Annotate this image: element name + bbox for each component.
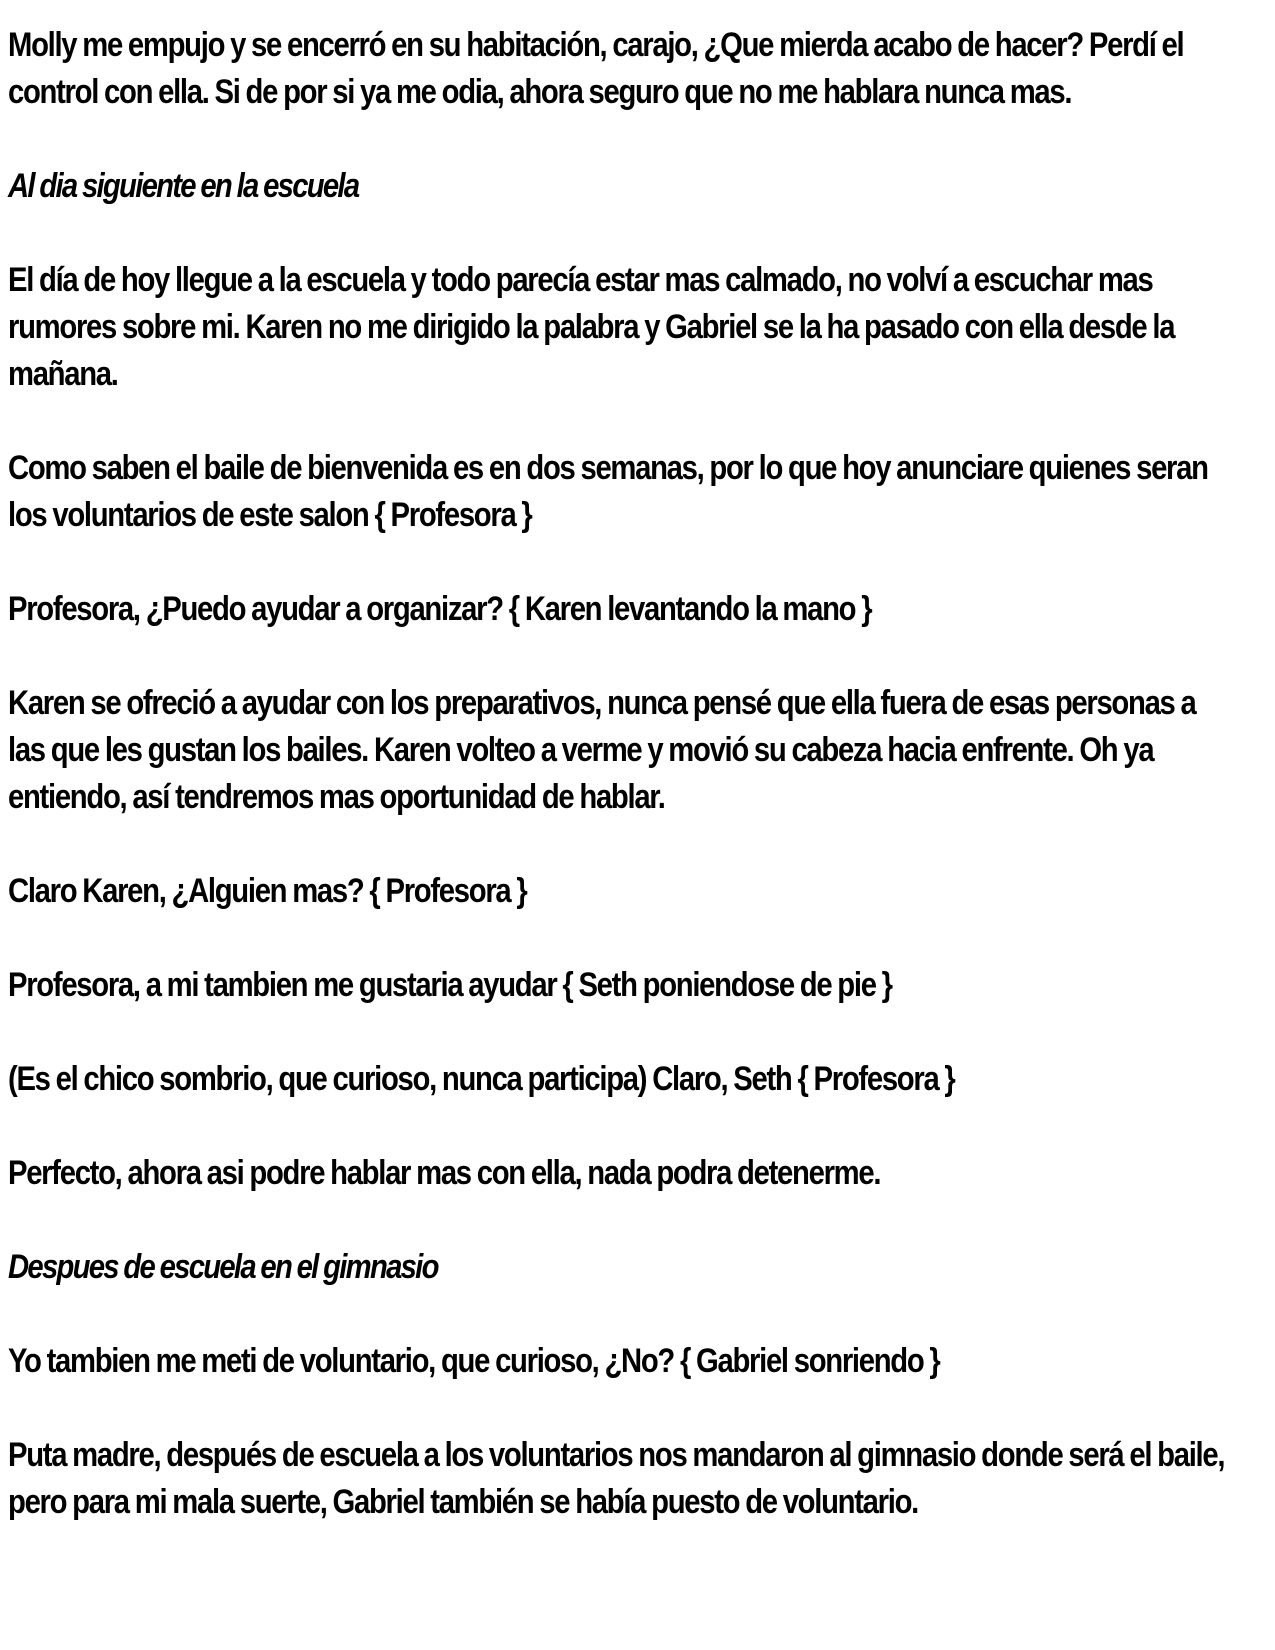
- paragraph-1: Molly me empujo y se encerró en su habitación, carajo, ¿Que mierda acabo de hacer? Perdí el control con ella. Si de por si ya me odia, ahora seguro que no me hablara nunca mas.: [8, 26, 1184, 111]
- paragraph-5: Karen se ofreció a ayudar con los preparativos, nunca pensé que ella fuera de esas personas a las que les gustan los bailes. Karen volteo a verme y movió su cabeza hacia enfrente. Oh ya entiendo, así tendremos mas oportunidad de hablar.: [8, 684, 1196, 816]
- paragraph-11: Puta madre, después de escuela a los voluntarios nos mandaron al gimnasio donde será el baile, pero para mi mala suerte, Gabriel también se había puesto de voluntario.: [8, 1436, 1225, 1521]
- paragraph-7: Profesora, a mi tambien me gustaria ayudar { Seth poniendose de pie }: [8, 966, 892, 1004]
- document-page: [8, 22, 1225, 1573]
- paragraph-2: El día de hoy llegue a la escuela y todo parecía estar mas calmado, no volví a escuchar mas rumores sobre mi. Karen no me dirigido la palabra y Gabriel se la ha pasado con ella desde la mañana.: [8, 261, 1175, 393]
- paragraph-4: Profesora, ¿Puedo ayudar a organizar? { Karen levantando la mano }: [8, 590, 872, 628]
- scene-heading-1: Al dia siguiente en la escuela: [8, 167, 359, 205]
- paragraph-3: Como saben el baile de bienvenida es en dos semanas, por lo que hoy anunciare quienes seran los voluntarios de este salon { Profesora }: [8, 449, 1208, 534]
- paragraph-10: Yo tambien me meti de voluntario, que curioso, ¿No? { Gabriel sonriendo }: [8, 1342, 940, 1380]
- paragraph-9: Perfecto, ahora asi podre hablar mas con ella, nada podra detenerme.: [8, 1154, 881, 1192]
- paragraph-6: Claro Karen, ¿Alguien mas? { Profesora }: [8, 872, 527, 910]
- scene-heading-2: Despues de escuela en el gimnasio: [8, 1248, 438, 1286]
- paragraph-8: (Es el chico sombrio, que curioso, nunca participa) Claro, Seth { Profesora }: [8, 1060, 955, 1098]
